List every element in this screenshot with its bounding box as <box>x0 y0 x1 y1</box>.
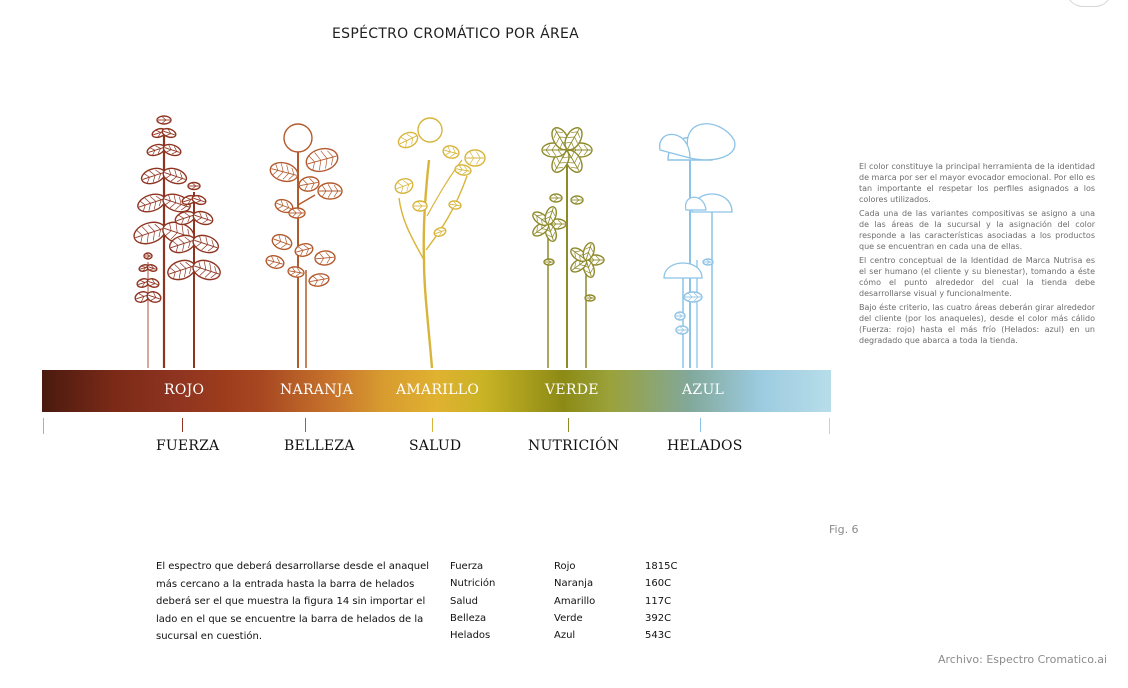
leaf <box>265 254 285 270</box>
leaf <box>191 257 223 283</box>
area-label-salud: SALUD <box>409 438 462 454</box>
area-label-nutricion: NUTRICIÓN <box>528 438 620 454</box>
leaf <box>287 266 304 279</box>
leaf <box>687 124 735 160</box>
archive-filename: Archivo: Espectro Cromatico.ai <box>938 653 1108 666</box>
spectrum-label-amarillo: AMARILLO <box>396 382 480 398</box>
table-cell: Naranja <box>554 578 594 590</box>
leaf <box>571 196 583 204</box>
leaf <box>396 129 420 150</box>
description-paragraph: Bajo éste criterio, las cuatro áreas deberán girar alrededor del cliente (por los anaqueles), desde el color más cálido (Fuerza: rojo) hasta el más frío (Helados: azul) en un degradado que abarca a toda la tienda. <box>859 303 1095 345</box>
description-paragraph: El color constituye la principal herramienta de la identidad de marca por ser el mayor evocador emocional. Por ello es tan importante el respetar los perfiles asignados a los colores utilizados. <box>859 162 1095 204</box>
area-label-belleza: BELLEZA <box>284 438 355 454</box>
table-column-colors <box>554 558 595 644</box>
leaf <box>318 183 342 199</box>
area-tick-helados <box>700 418 701 432</box>
figure-label: Fig. 6 <box>829 523 859 536</box>
leaf <box>465 150 485 166</box>
area-tick-nutricion <box>568 418 569 432</box>
table-cell: 1815C <box>645 561 678 572</box>
leaf <box>294 242 314 258</box>
table-cell: 160C <box>645 578 672 590</box>
corner-decoration <box>1066 0 1112 7</box>
leaf <box>192 209 215 227</box>
leaf <box>550 194 562 202</box>
leaf <box>418 118 442 142</box>
leaf <box>268 160 300 185</box>
spectrum-label-naranja: NARANJA <box>280 382 354 398</box>
leaf <box>188 183 200 190</box>
leaf <box>393 176 415 195</box>
leaf <box>433 226 447 238</box>
table-column-codes <box>645 558 677 644</box>
leaf <box>413 201 427 211</box>
leaf <box>270 232 294 252</box>
leaf <box>314 250 335 266</box>
area-tick-fuerza <box>182 418 183 432</box>
leaf <box>140 166 167 187</box>
table-cell: Helados <box>450 630 491 642</box>
leaf <box>585 295 595 301</box>
leaf <box>131 219 168 248</box>
leaf <box>165 257 197 283</box>
spectrum-label-rojo: ROJO <box>164 382 205 398</box>
table-cell: 543C <box>645 630 672 642</box>
stem <box>298 195 315 205</box>
table-cell: Rojo <box>554 561 576 572</box>
area-tick-belleza <box>305 418 306 432</box>
leaf <box>284 124 312 152</box>
table-cell: Belleza <box>450 612 487 624</box>
description-paragraph: Cada una de las variantes compositivas se asigno a una de las áreas de la sucursal y la asignación del color responde a las características asociadas a los productos que se encuentran en cada una de ellas. <box>859 209 1095 251</box>
page-title: ESPÉCTRO CROMÁTICO POR ÁREA <box>332 26 580 42</box>
leaf <box>298 175 320 192</box>
table-cell: Azul <box>554 630 576 642</box>
leaf <box>676 326 688 334</box>
leaf <box>684 292 702 302</box>
leaf <box>289 208 305 218</box>
table-cell: Salud <box>450 595 478 607</box>
table-cell: Fuerza <box>450 561 484 572</box>
leaf <box>157 116 171 124</box>
leaf <box>191 232 221 255</box>
plant-illustrations <box>0 0 850 372</box>
table-cell: 392C <box>645 612 672 624</box>
spectrum-label-verde: VERDE <box>545 382 599 398</box>
spectrum-label-azul: AZUL <box>682 382 725 398</box>
stem <box>426 176 467 250</box>
leaf <box>304 145 341 175</box>
leaf <box>136 191 168 215</box>
leaf <box>144 253 152 259</box>
leaf <box>664 263 702 278</box>
description-paragraph: El centro conceptual de la Identidad de Marca Nutrisa es el ser humano (el cliente y su bienestar), tomando a éste cómo el punto alrededor del cual la tienda debe desarrollarse visual y funcionalmente. <box>859 256 1095 298</box>
area-tick-salud <box>432 418 433 432</box>
leaf <box>448 200 461 210</box>
table-cell: 117C <box>645 595 672 607</box>
leaf <box>675 312 685 320</box>
description-text <box>859 161 1095 349</box>
leaf <box>161 166 188 187</box>
leaf <box>454 164 471 177</box>
table-cell: Nutrición <box>450 578 496 590</box>
spectrum-start-tick <box>43 418 44 434</box>
leaf <box>442 144 461 160</box>
spectrum-end-tick <box>829 418 830 434</box>
leaf <box>544 259 554 265</box>
body-paragraph: El espectro que deberá desarrollarse desde el anaquel más cercano a la entrada hasta la barra de helados deberá ser el que muestra la figura 14 sin importar el lado en el que se encuentre la barra de helados de la sucursal en cuestión. <box>156 561 430 642</box>
table-cell: Amarillo <box>554 595 596 607</box>
area-label-fuerza: FUERZA <box>156 438 220 454</box>
leaf <box>703 259 713 265</box>
area-label-helados: HELADOS <box>667 438 743 454</box>
leaf <box>308 272 330 287</box>
table-cell: Verde <box>554 612 583 624</box>
stem <box>424 160 432 368</box>
table-column-areas <box>450 558 495 644</box>
